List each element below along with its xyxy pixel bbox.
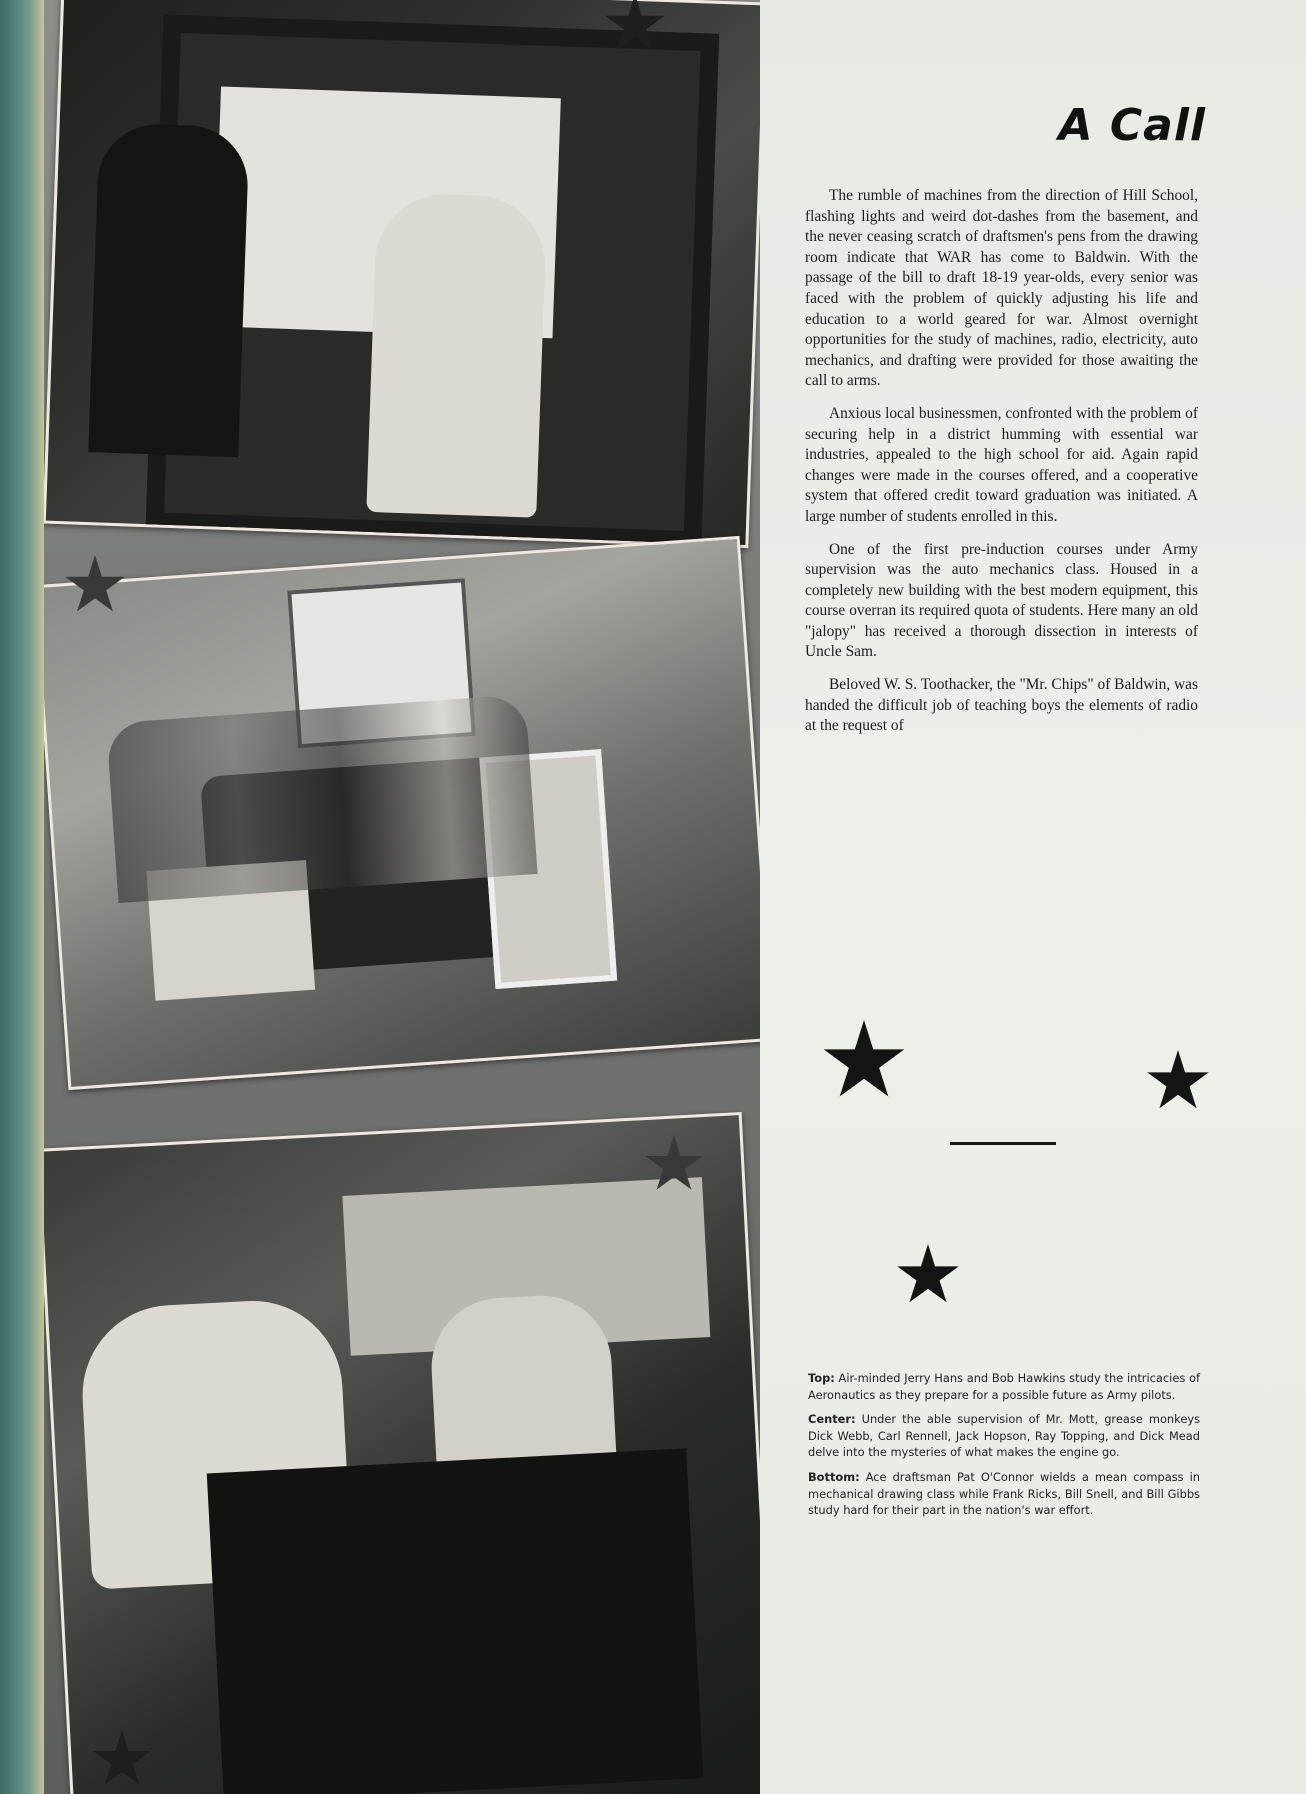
divider-rule (950, 1142, 1056, 1145)
caption-label: Center: (808, 1412, 856, 1427)
star-icon (822, 1020, 906, 1104)
caption-text: Under the able supervision of Mr. Mott, grease monkeys Dick Webb, Carl Rennell, Jack Hopson, Ray Topping, and Dick Mead delve into the mysteries of what makes the engine go. (808, 1412, 1201, 1460)
article-paragraph: One of the first pre-induction courses under Army supervision was the auto mechanics class. Housed in a completely new building with the best modern equipment, this course overran its required quota of students. Here many an old "jalopy" has received a thorough dissection in interests of Uncle Sam. (805, 540, 1198, 661)
caption-center (808, 1411, 1200, 1461)
article-paragraph: The rumble of machines from the direction of Hill School, flashing lights and weird dot-dashes from the basement, and the never ceasing scratch of draftsmen's pens from the drawing room indicate that WAR has come to Baldwin. With the passage of the bill to draft 18-19 year-olds, every senior was faced with the problem of quickly adjusting his life and education to a world geared for war. Almost overnight opportunities for the study of machines, radio, electricity, auto mechanics, and drafting were provided for those awaiting the call to arms. (805, 187, 1198, 390)
drafting-table (207, 1448, 704, 1794)
binding-spine (0, 0, 44, 1794)
star-icon (896, 1244, 960, 1308)
top-photo-aeronautics (44, 0, 760, 548)
caption-text: Ace draftsman Pat O'Connor wields a mean compass in mechanical drawing class while Frank Ricks, Bill Snell, and Bill Gibbs study hard for their part in the nation's war effort. (808, 1469, 1200, 1518)
photo-captions (808, 1370, 1200, 1527)
article-body (805, 186, 1198, 749)
caption-bottom (808, 1469, 1200, 1519)
article-paragraph: Anxious local businessmen, confronted with the problem of securing help in a district humming with essential war industries, appealed to the high school for aid. Again rapid changes were made in the courses offered, and a cooperative system that offered credit toward graduation was initiated. A large number of students enrolled in this. (805, 404, 1198, 525)
student-left (88, 122, 249, 457)
caption-label: Bottom: (808, 1469, 860, 1484)
caption-label: Top: (808, 1371, 835, 1385)
center-photo-auto-mechanics (44, 536, 760, 1090)
text-panel (760, 0, 1306, 1794)
star-icon (1146, 1050, 1210, 1114)
bottom-photo-drafting (44, 1112, 760, 1794)
student-right (366, 192, 547, 518)
article-paragraph: Beloved W. S. Toothacker, the "Mr. Chips" of Baldwin, was handed the difficult job of teaching boys the elements of radio at the request of (805, 676, 1198, 735)
caption-text: Air-minded Jerry Hans and Bob Hawkins study the intricacies of Aeronautics as they prepare for a possible future as Army pilots. (808, 1371, 1200, 1402)
students-group (106, 694, 538, 903)
page-title: A Call (1058, 100, 1206, 151)
caption-top (808, 1370, 1200, 1403)
photo-panel (44, 0, 760, 1794)
